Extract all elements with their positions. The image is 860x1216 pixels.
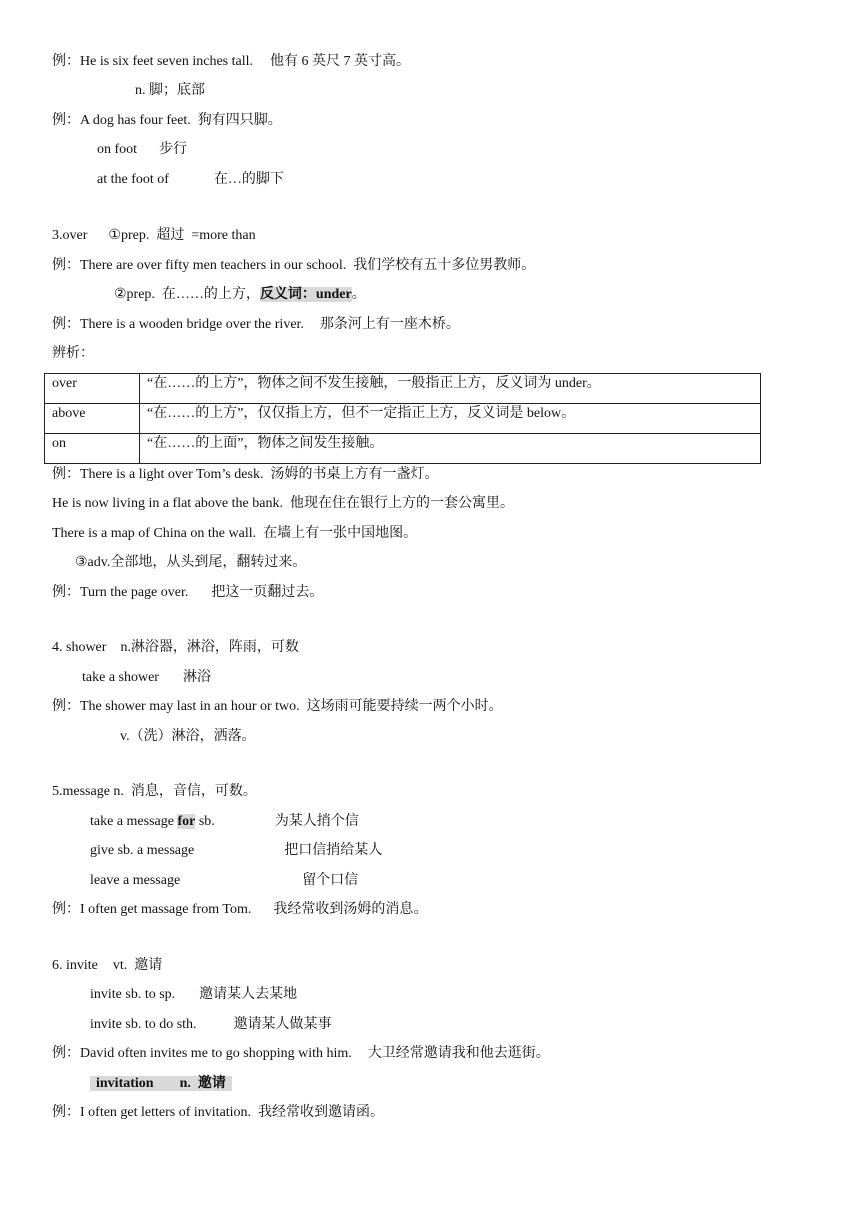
definition-line xyxy=(114,286,366,304)
definition-line: v.（洗）淋浴，洒落。 xyxy=(120,729,256,744)
phrase-line xyxy=(90,872,358,890)
translation-text: 把这一页翻过去。 xyxy=(211,585,324,600)
table-cell-desc: “在……的上面”，物体之间发生接触。 xyxy=(140,434,761,464)
translation-text: 那条河上有一座木桥。 xyxy=(319,317,460,332)
phrase-text: take a message xyxy=(90,814,178,829)
example-line xyxy=(52,901,427,919)
example-text: 例：There is a wooden bridge over the river. xyxy=(52,317,304,332)
phrase-meaning: 邀请某人做某事 xyxy=(233,1017,332,1032)
phrase-line xyxy=(82,669,211,687)
table-cell-desc: “在……的上方”，物体之间不发生接触，一般指正上方，反义词为 under。 xyxy=(140,374,761,404)
comparison-table xyxy=(44,373,761,464)
preposition-highlight: for xyxy=(177,814,196,829)
entry-heading: 5.message n. 消息，音信，可数。 xyxy=(52,784,257,799)
phrase-text: sb. xyxy=(195,814,215,829)
table-cell-desc: “在……的上方”，仅仅指上方，但不一定指正上方，反义词是 below。 xyxy=(140,404,761,434)
table-cell-word: over xyxy=(45,374,140,404)
phrase-text: at the foot of xyxy=(97,172,169,187)
entry-heading xyxy=(52,957,162,975)
phrase-meaning: 在…的脚下 xyxy=(213,172,284,187)
definition-line: ③adv.全部地，从头到尾，翻转过来。 xyxy=(75,555,307,570)
example-line xyxy=(52,584,323,602)
example-line: 例：A dog has four feet. 狗有四只脚。 xyxy=(52,113,282,128)
table-cell-word: above xyxy=(45,404,140,434)
example-line: 例：There are over fifty men teachers in our school. 我们学校有五十多位男教师。 xyxy=(52,258,536,273)
entry-word: 4. shower xyxy=(52,640,107,655)
definition-text: ②prep. 在……的上方， xyxy=(114,287,260,302)
table-row xyxy=(45,434,761,464)
phrase-line xyxy=(90,813,359,831)
entry-word: 3.over xyxy=(52,228,88,243)
table-row xyxy=(45,404,761,434)
example-text: 例：David often invites me to go shopping with him. xyxy=(52,1046,352,1061)
example-line: He is now living in a flat above the bank. 他现在住在银行上方的一套公寓里。 xyxy=(52,496,514,511)
translation-text: 我经常收到汤姆的消息。 xyxy=(273,902,428,917)
phrase-text: invite sb. to do sth. xyxy=(90,1017,197,1032)
example-line: 例：The shower may last in an hour or two. 这场雨可能要持续一两个小时。 xyxy=(52,699,503,714)
example-line: 例：I often get letters of invitation. 我经常收到邀请函。 xyxy=(52,1105,385,1120)
phrase-meaning: 为某人捎个信 xyxy=(274,814,359,829)
phrase-line xyxy=(90,1016,332,1034)
derivative-meaning: n. 邀请 xyxy=(179,1076,226,1091)
example-line xyxy=(52,316,460,334)
phrase-meaning: 步行 xyxy=(159,142,188,157)
derivative-highlight xyxy=(90,1076,232,1091)
example-line xyxy=(52,1045,550,1063)
phrase-line xyxy=(90,986,297,1004)
example-text: 例：I often get massage from Tom. xyxy=(52,902,252,917)
phrase-meaning: 邀请某人去某地 xyxy=(199,987,298,1002)
antonym-highlight: 反义词：under xyxy=(259,287,352,302)
table-row xyxy=(45,374,761,404)
phrase-line xyxy=(90,842,382,860)
phrase-text: take a shower xyxy=(82,670,159,685)
derivative-word: invitation xyxy=(96,1076,154,1091)
phrase-meaning: 淋浴 xyxy=(182,670,211,685)
phrase-text: invite sb. to sp. xyxy=(90,987,176,1002)
entry-heading xyxy=(52,639,299,657)
entry-definition: vt. 邀请 xyxy=(112,958,163,973)
phrase-meaning: 留个口信 xyxy=(302,873,359,888)
phrase-text: on foot xyxy=(97,142,138,157)
punctuation: 。 xyxy=(351,287,366,302)
entry-heading xyxy=(52,227,256,245)
example-line xyxy=(52,53,410,71)
derivative-line xyxy=(90,1075,232,1093)
analysis-label: 辨析： xyxy=(52,346,94,361)
example-text: 例：Turn the page over. xyxy=(52,585,189,600)
entry-definition: ①prep. 超过 =more than xyxy=(108,228,256,243)
phrase-meaning: 把口信捎给某人 xyxy=(284,843,383,858)
phrase-text: leave a message xyxy=(90,873,181,888)
table-cell-word: on xyxy=(45,434,140,464)
entry-definition: n.淋浴器，淋浴，阵雨，可数 xyxy=(120,640,299,655)
translation-text: 他有 6 英尺 7 英寸高。 xyxy=(270,54,411,69)
phrase-line xyxy=(97,141,187,159)
entry-word: 6. invite xyxy=(52,958,98,973)
phrase-line xyxy=(97,171,284,189)
phrase-text: give sb. a message xyxy=(90,843,195,858)
example-line: 例：There is a light over Tom’s desk. 汤姆的书桌上方有一盏灯。 xyxy=(52,467,439,482)
definition-line: n. 脚；底部 xyxy=(135,83,205,98)
translation-text: 大卫经常邀请我和他去逛街。 xyxy=(367,1046,550,1061)
example-text: 例：He is six feet seven inches tall. xyxy=(52,54,254,69)
example-line: There is a map of China on the wall. 在墙上有一张中国地图。 xyxy=(52,526,418,541)
